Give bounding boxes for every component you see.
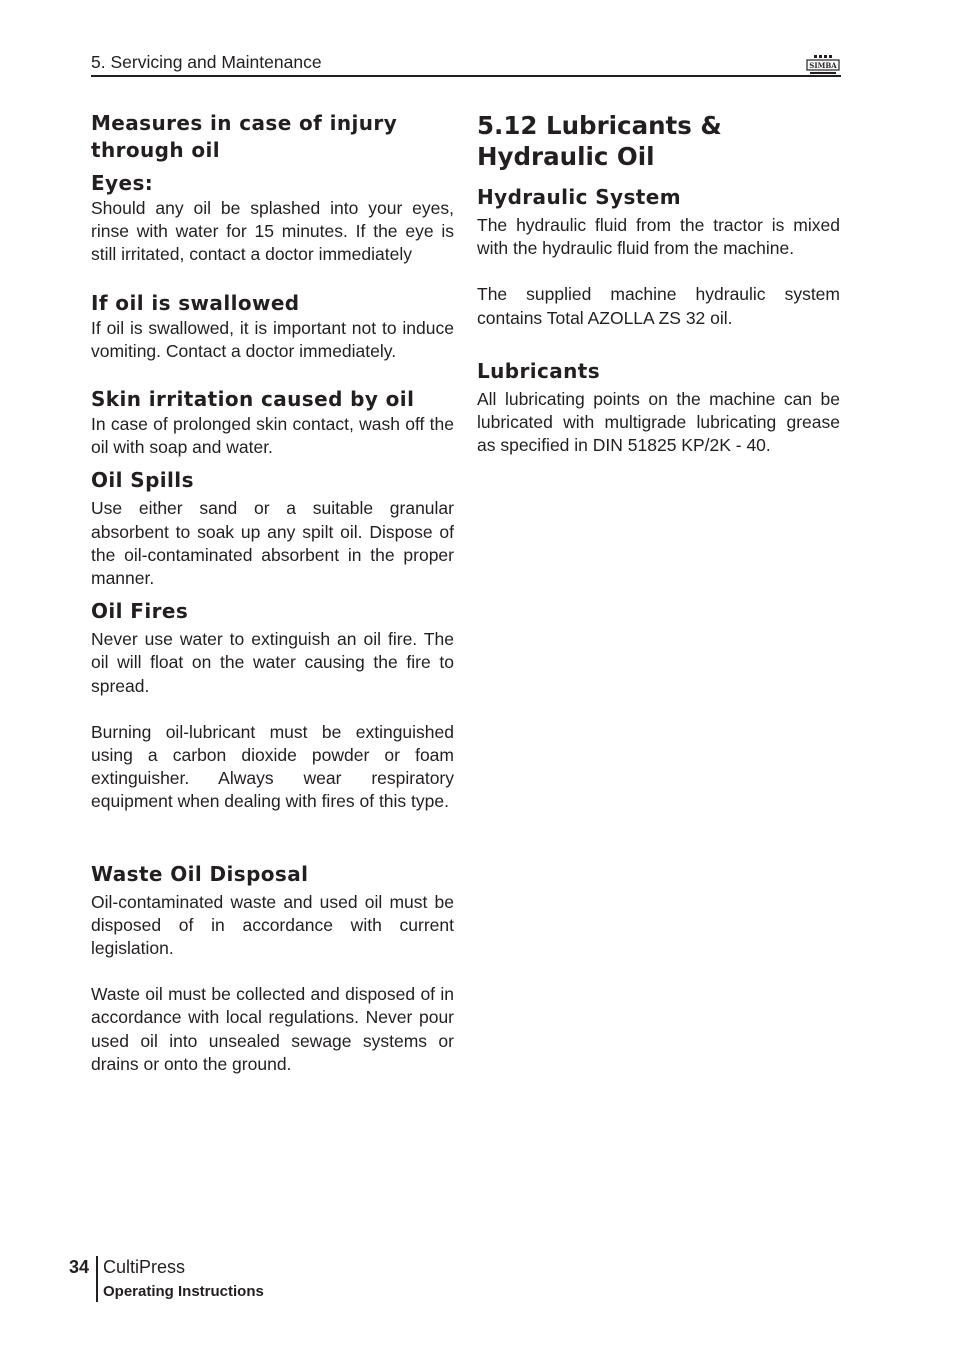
page-number: 34 [69, 1257, 90, 1277]
oil-fires-text-1: Never use water to extinguish an oil fire. The oil will float on the water causing the fire to spread. [91, 629, 454, 696]
skin-irritation-text: In case of prolonged skin contact, wash off the oil with soap and water. [91, 414, 454, 458]
injury-measures-heading: Measures in case of injury through oil [91, 111, 398, 162]
footer-divider [96, 1256, 98, 1302]
hydraulic-system-heading: Hydraulic System [477, 185, 681, 209]
waste-oil-text-1: Oil-contaminated waste and used oil must be disposed of in accordance with current legislation. [91, 891, 454, 959]
oil-fires-text-2: Burning oil-lubricant must be extinguished using a carbon dioxide powder or foam extinguisher. Always wear respiratory equipment when dealing with fires of this type. [91, 721, 454, 812]
right-column [477, 110, 840, 457]
lubricants-text: All lubricating points on the machine can be lubricated with multigrade lubricating grease as specified in DIN 51825 KP/2K - 40. [477, 388, 840, 456]
svg-text:SIMBA: SIMBA [809, 61, 837, 70]
hydraulic-text-1: The hydraulic fluid from the tractor is mixed with the hydraulic fluid from the machine. [477, 215, 840, 259]
skin-irritation-heading: Skin irritation caused by oil [91, 387, 415, 412]
hydraulic-text-2: The supplied machine hydraulic system contains Total AZOLLA ZS 32 oil. [477, 284, 840, 328]
oil-fires-heading: Oil Fires [91, 599, 189, 624]
product-name: CultiPress [103, 1257, 186, 1277]
waste-oil-text-2: Waste oil must be collected and disposed of in accordance with local regulations. Never pour used oil into unsealed sewage systems or drains or onto the ground. [91, 984, 454, 1074]
left-column [91, 110, 454, 1076]
eyes-text: Should any oil be splashed into your eyes, rinse with water for 15 minutes. If the eye is still irritated, contact a doctor immediately [91, 198, 454, 265]
chapter-title: 5. Servicing and Maintenance [91, 52, 322, 72]
swallowed-text: If oil is swallowed, it is important not to induce vomiting. Contact a doctor immediately. [91, 317, 454, 361]
oil-spills-text: Use either sand or a suitable granular absorbent to soak up any spilt oil. Dispose of the oil-contaminated absorbent in the proper manner. [91, 498, 454, 589]
simba-logo [806, 55, 840, 75]
oil-spills-heading: Oil Spills [91, 468, 194, 493]
section-title: 5.12 Lubricants & Hydraulic Oil [477, 111, 722, 171]
header-divider [91, 75, 841, 77]
document-subtitle: Operating Instructions [103, 1283, 264, 1300]
eyes-heading: Eyes: [91, 171, 154, 195]
lubricants-heading: Lubricants [477, 358, 601, 383]
swallowed-heading: If oil is swallowed [91, 290, 300, 315]
waste-oil-heading: Waste Oil Disposal [91, 861, 309, 886]
